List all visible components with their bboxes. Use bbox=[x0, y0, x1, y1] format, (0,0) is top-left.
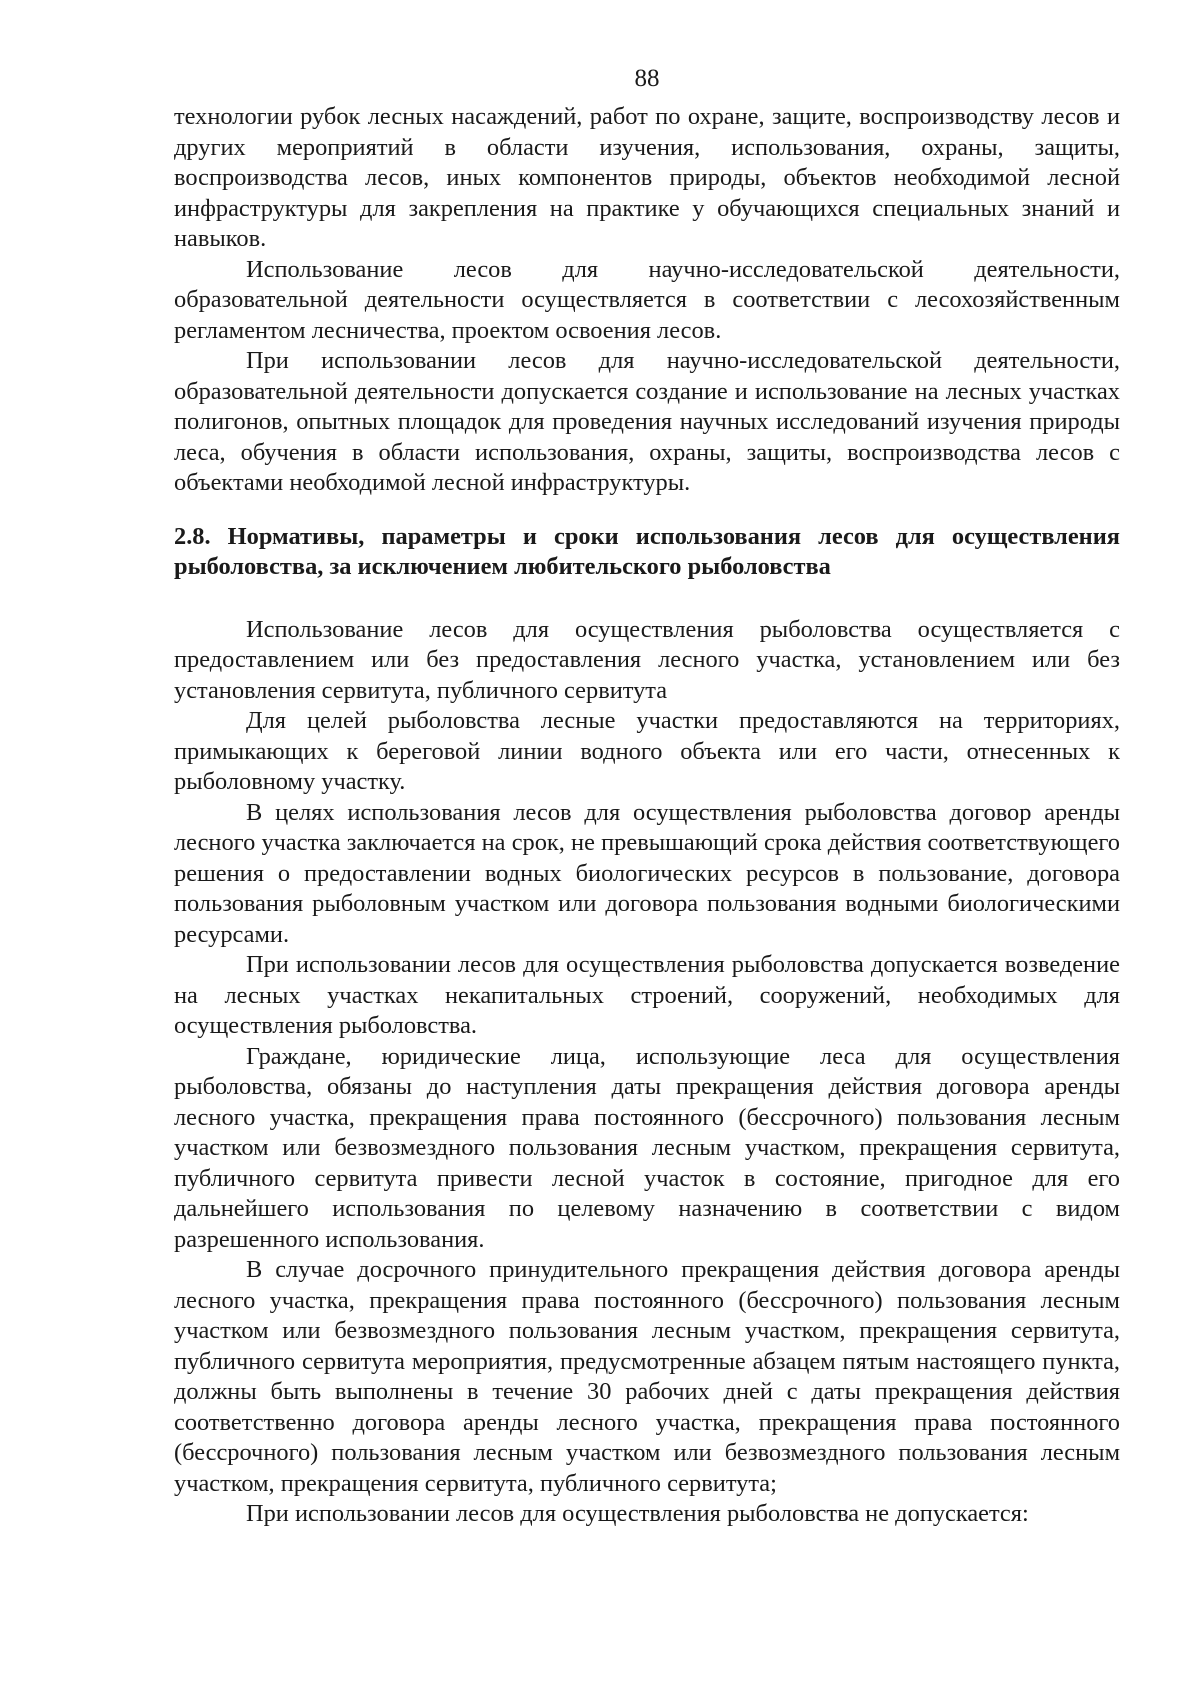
paragraph: Использование лесов для научно-исследовательской деятельности, образовательной деятельности осуществляется в соответствии с лесохозяйственным регламентом лесничества, проектом освоения лесов. bbox=[174, 255, 1120, 344]
document-page bbox=[174, 60, 1120, 1530]
paragraph: При использовании лесов для осуществления рыболовства допускается возведение на лесных участках некапитальных строений, сооружений, необходимых для осуществления рыболовства. bbox=[174, 951, 1120, 1039]
paragraph: При использовании лесов для осуществления рыболовства не допускается: bbox=[246, 1500, 1029, 1527]
section-heading: 2.8. Нормативы, параметры и сроки использования лесов для осуществления рыболовства, за исключением любительского рыболовства bbox=[174, 522, 1120, 580]
paragraph: Граждане, юридические лица, использующие леса для осуществления рыболовства, обязаны до наступления даты прекращения действия договора аренды лесного участка, прекращения права постоянного (бессрочного) пользования лесным участком или безвозмездного пользования лесным участком, прекращения сервитута, публичного сервитута привести лесной участок в состояние, пригодное для его дальнейшего использования по целевому назначению в соответствии с видом разрешенного использования. bbox=[174, 1042, 1120, 1253]
spacer bbox=[174, 582, 1120, 615]
paragraph: Для целей рыболовства лесные участки предоставляются на территориях, примыкающих к береговой линии водного объекта или его части, отнесенных к рыболовному участку. bbox=[174, 707, 1120, 795]
paragraph: Использование лесов для осуществления рыболовства осуществляется с предоставлением или без предоставления лесного участка, установлением или без установления сервитута, публичного сервитута bbox=[174, 615, 1120, 704]
paragraph: В случае досрочного принудительного прекращения действия договора аренды лесного участка, прекращения права постоянного (бессрочного) пользования лесным участком или безвозмездного пользования лесным участком, прекращения сервитута, публичного сервитута мероприятия, предусмотренные абзацем пятым настоящего пункта, должны быть выполнены в течение 30 рабочих дней с даты прекращения действия соответственно договора аренды лесного участка, прекращения права постоянного (бессрочного) пользования лесным участком или безвозмездного пользования лесным участком, прекращения сервитута, публичного сервитута; bbox=[174, 1256, 1120, 1497]
spacer bbox=[174, 499, 1120, 522]
paragraph-continued: технологии рубок лесных насаждений, работ по охране, защите, воспроизводству лесов и других мероприятий в области изучения, использования, охраны, защиты, воспроизводства лесов, иных компонентов природы, объектов необходимой лесной инфраструктуры для закрепления на практике у обучающихся специальных знаний и навыков. bbox=[174, 103, 1120, 252]
paragraph: При использовании лесов для научно-исследовательской деятельности, образовательной деятельности допускается создание и использование на лесных участках полигонов, опытных площадок для проведения научных исследований изучения природы леса, обучения в области использования, охраны, защиты, воспроизводства лесов с объектами необходимой лесной инфраструктуры. bbox=[174, 347, 1120, 496]
paragraph: В целях использования лесов для осуществления рыболовства договор аренды лесного участка заключается на срок, не превышающий срока действия соответствующего решения о предоставлении водных биологических ресурсов в пользование, договора пользования рыболовным участком или договора пользования водными биологическими ресурсами. bbox=[174, 798, 1120, 948]
page-number: 88 bbox=[634, 65, 660, 92]
